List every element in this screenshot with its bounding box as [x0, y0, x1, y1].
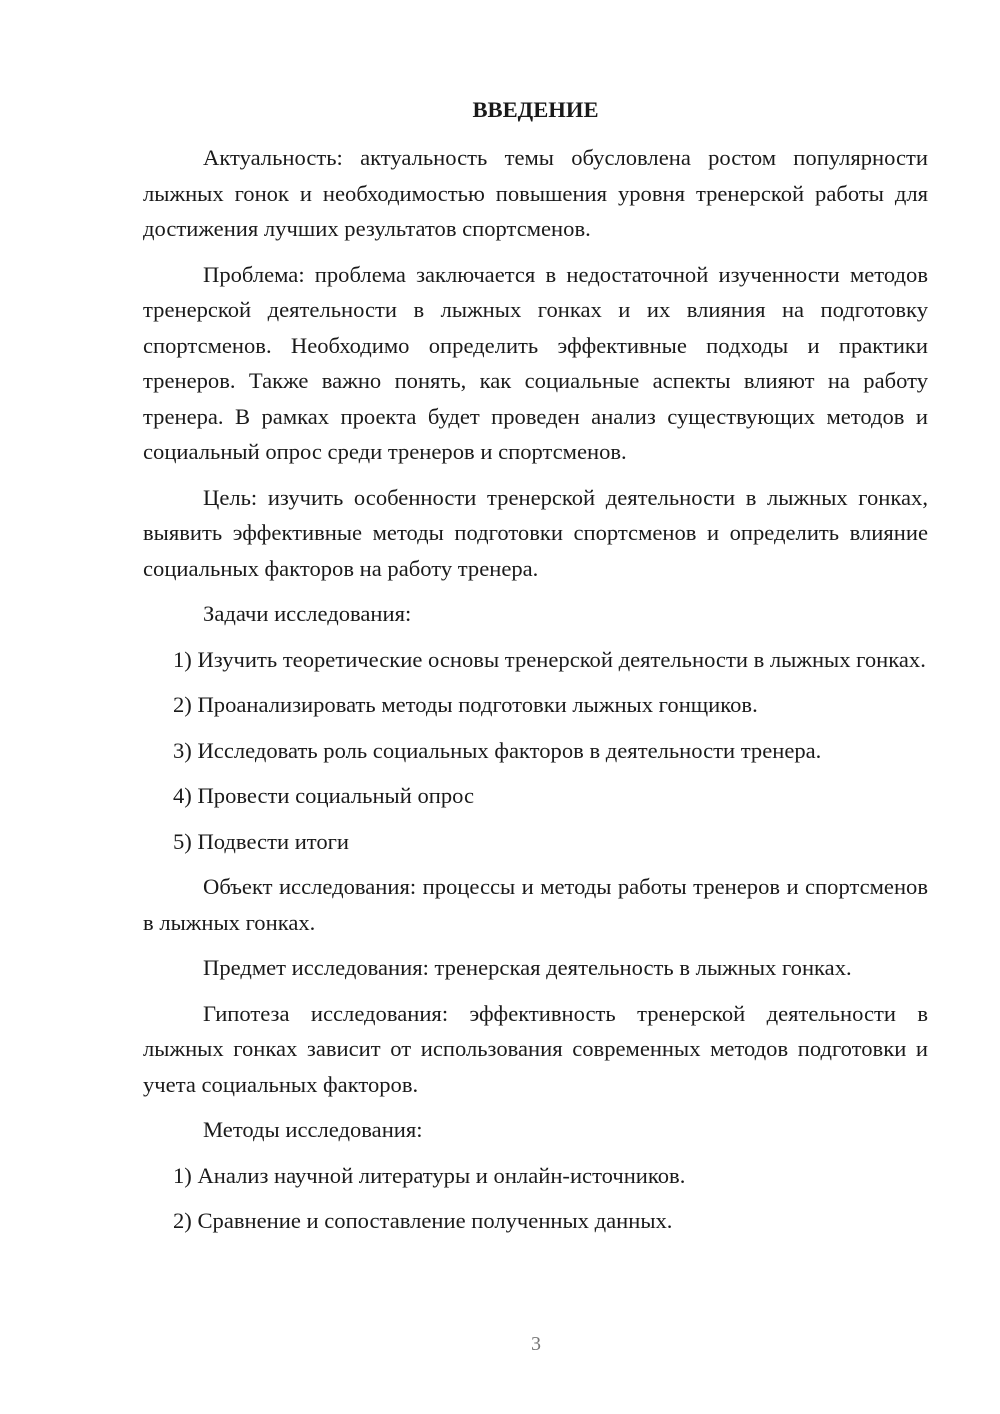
paragraph-hypothesis: Гипотеза исследования: эффективность тренерской деятельности в лыжных гонках зависит от использования современных методов подготовки и учета социальных факторов.	[143, 1000, 928, 1097]
tasks-heading: Задачи исследования:	[203, 601, 412, 626]
task-item: 2) Проанализировать методы подготовки лыжных гонщиков.	[173, 692, 758, 717]
task-item: 5) Подвести итоги	[173, 828, 350, 854]
paragraph-object: Объект исследования: процессы и методы работы тренеров и спортсменов в лыжных гонках.	[143, 874, 928, 935]
task-item: 1) Изучить теоретические основы тренерской деятельности в лыжных гонках.	[173, 646, 926, 672]
task-item: 3) Исследовать роль социальных факторов в деятельности тренера.	[173, 737, 822, 763]
method-item: 2) Сравнение и сопоставление полученных данных.	[173, 1208, 673, 1233]
paragraph-relevance: Актуальность: актуальность темы обусловлена ростом популярности лыжных гонок и необходимостью повышения уровня тренерской работы для достижения лучших результатов спортсменов.	[143, 145, 928, 241]
task-item: 4) Провести социальный опрос	[173, 783, 475, 808]
methods-heading: Методы исследования:	[203, 1117, 423, 1142]
document-body	[143, 92, 928, 1249]
method-item: 1) Анализ научной литературы и онлайн-источников.	[173, 1162, 686, 1188]
section-title: ВВЕДЕНИЕ	[472, 97, 599, 122]
paragraph-subject: Предмет исследования: тренерская деятельность в лыжных гонках.	[203, 955, 852, 980]
paragraph-goal: Цель: изучить особенности тренерской деятельности в лыжных гонках, выявить эффективные методы подготовки спортсменов и определить влияние социальных факторов на работу тренера.	[143, 484, 928, 581]
paragraph-problem: Проблема: проблема заключается в недостаточной изученности методов тренерской деятельности в лыжных гонках и их влияния на подготовку спортсменов. Необходимо определить эффективные подходы и практики тренеров. Также важно понять, как социальные аспекты влияют на работу тренера. В рамках проекта будет проведен анализ существующих методов и социальный опрос среди тренеров и спортсменов.	[143, 261, 928, 464]
page-number: 3	[531, 1333, 541, 1355]
